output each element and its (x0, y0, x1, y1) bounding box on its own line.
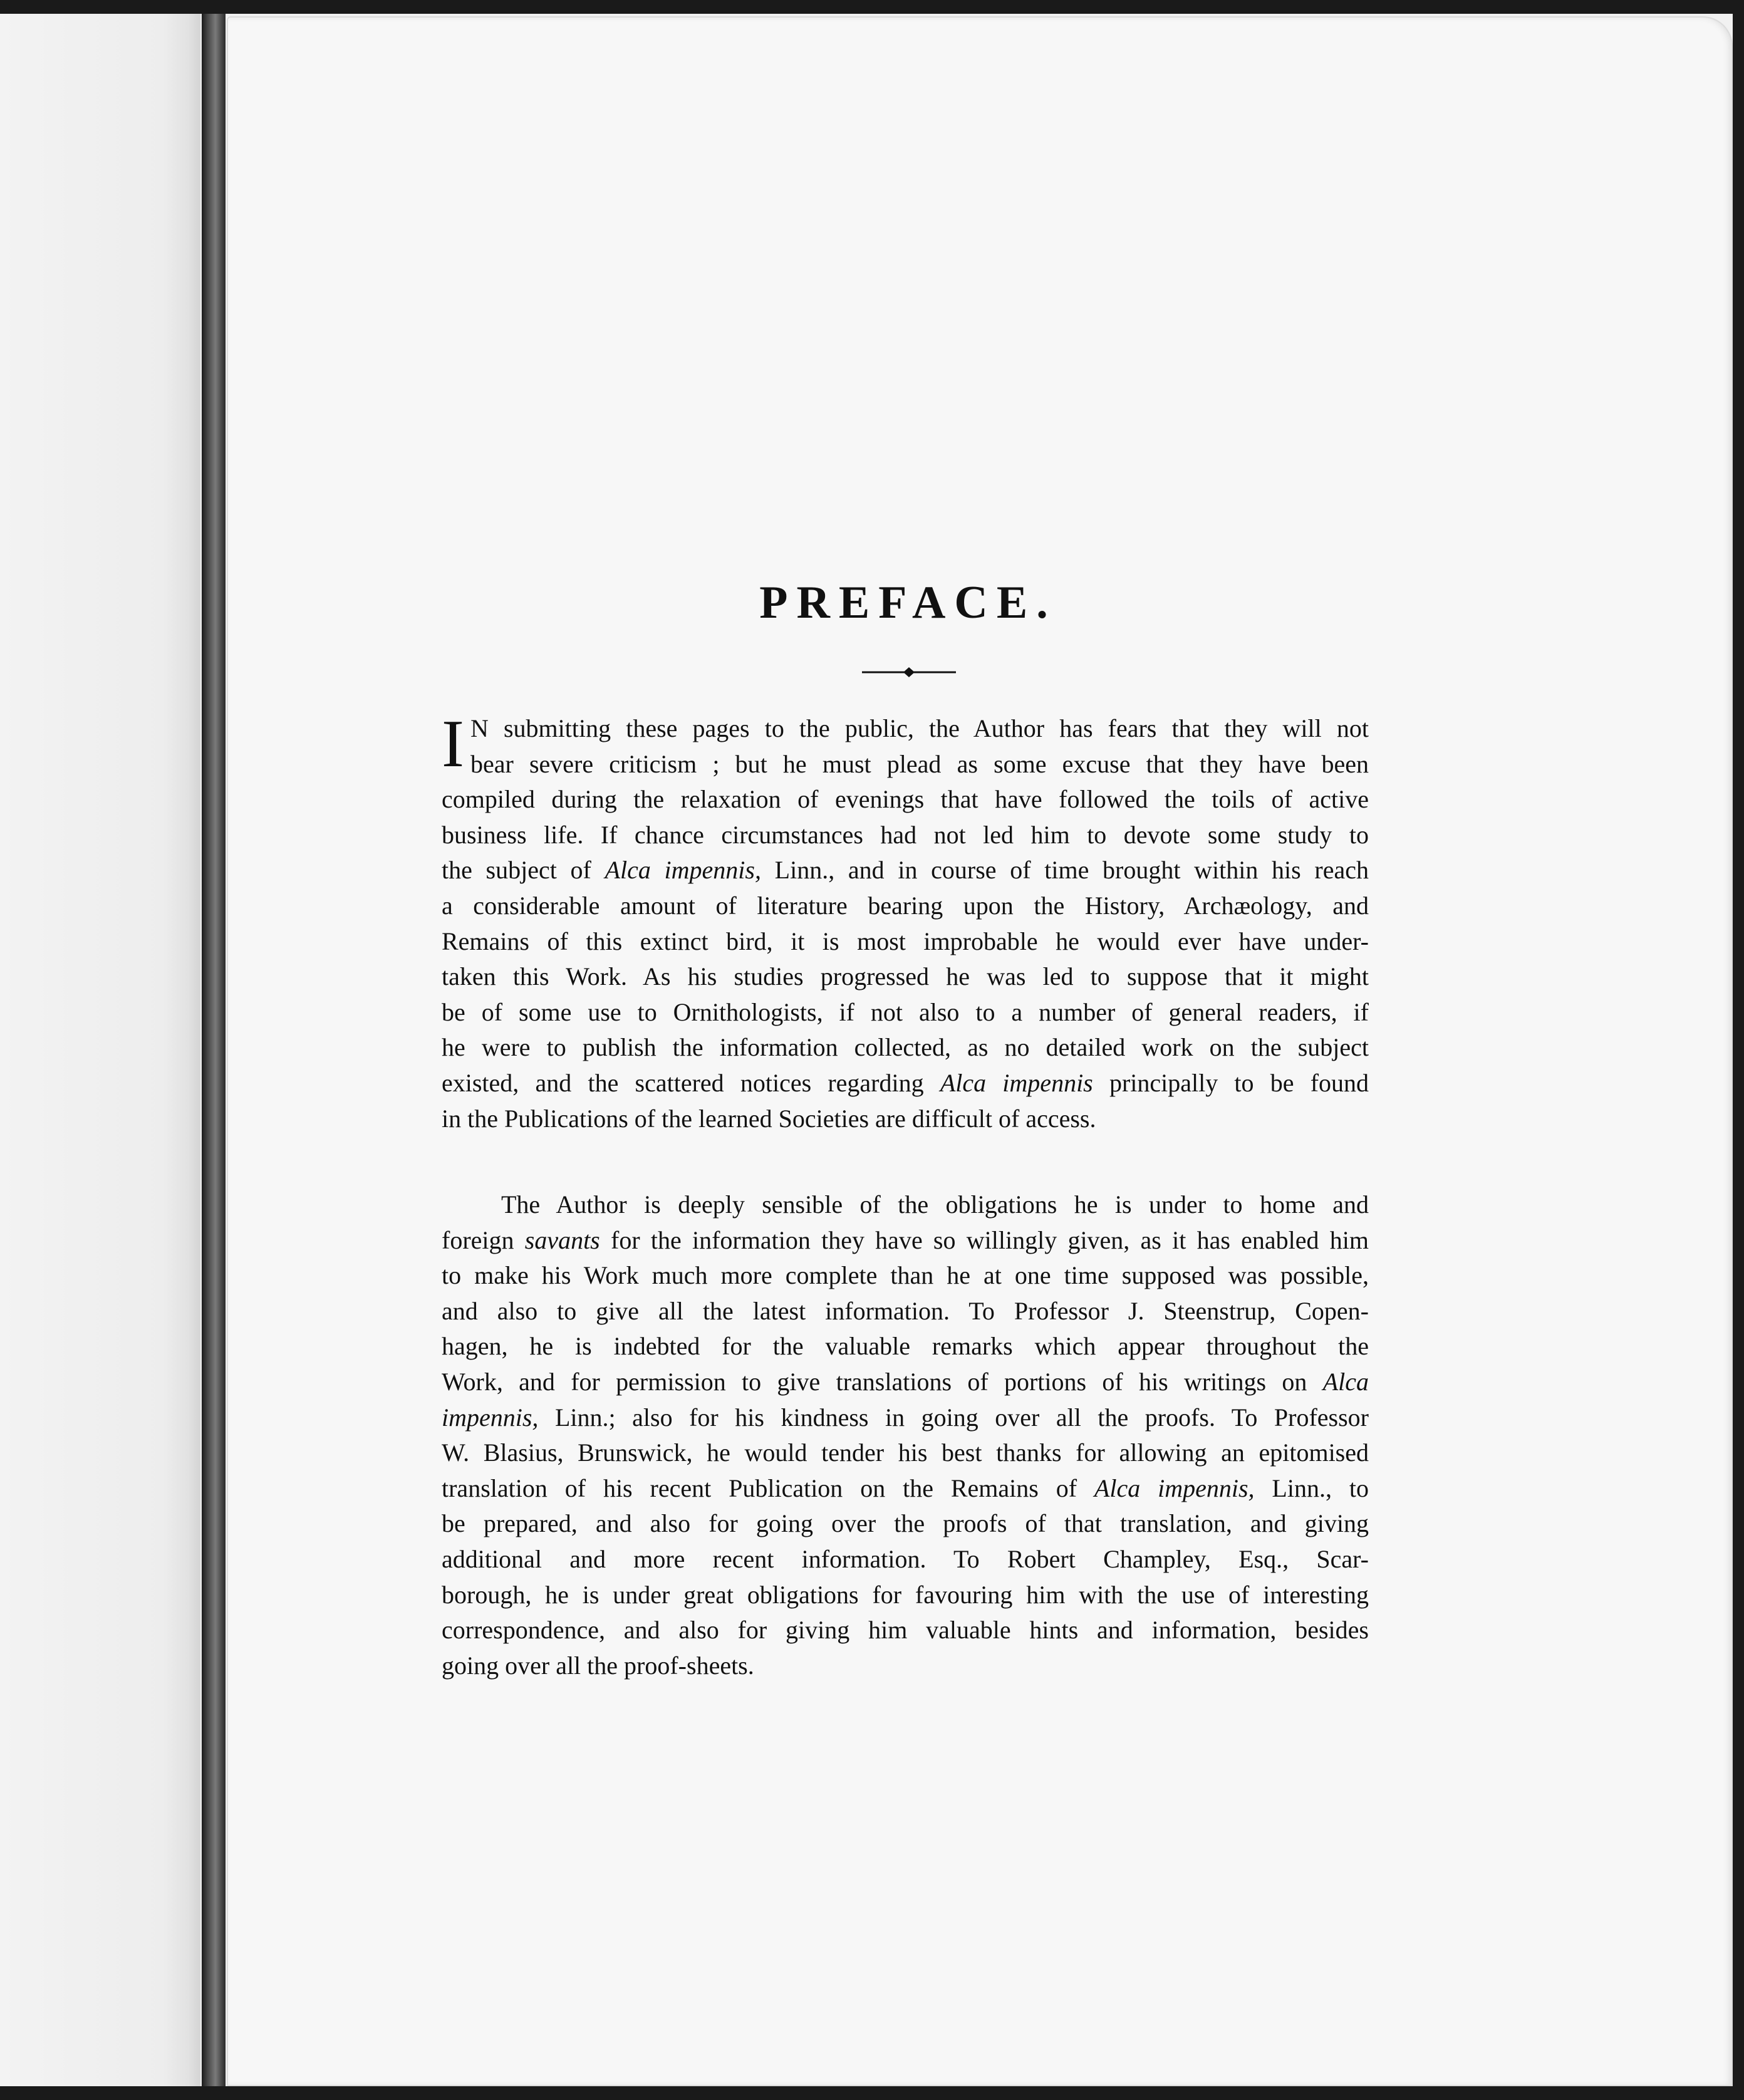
text-line: be of some use to Ornithologists, if not also to a number of general readers, if (442, 997, 1369, 1026)
text-line: correspondence, and also for giving him valuable hints and information, besides (442, 1616, 1369, 1645)
text-line: hagen, he is indebted for the valuable remarks which appear throughout the (442, 1332, 1369, 1361)
text-line: W. Blasius, Brunswick, he would tender his best thanks for allowing an epitomised (442, 1438, 1369, 1467)
text-line: borough, he is under great obligations for favouring him with the use of interesting (442, 1580, 1369, 1609)
paragraph-2-lines (442, 1187, 1369, 1683)
scan-right-edge (1733, 14, 1744, 2087)
text-line: compiled during the relaxation of evenings that have followed the toils of active (442, 785, 1369, 814)
text-line: and also to give all the latest information. To Professor J. Steenstrup, Copen- (442, 1296, 1369, 1325)
paragraph-1-lines (442, 707, 1369, 1136)
text-line: bear severe criticism ; but he must plead as some excuse that they have been (470, 749, 1369, 778)
text-line: existed, and the scattered notices regarding Alca impennis principally to be found (442, 1068, 1369, 1097)
scan-bottom-edge (0, 2086, 1744, 2100)
paragraph-2 (442, 1187, 1369, 1683)
text-line: N submitting these pages to the public, the Author has fears that they will not (470, 714, 1369, 742)
paragraph-1 (442, 707, 1369, 1136)
text-line: taken this Work. As his studies progressed he was led to suppose that it might (442, 962, 1369, 991)
text-line: impennis, Linn.; also for his kindness in going over all the proofs. To Professor (442, 1403, 1369, 1432)
text-line: additional and more recent information. To Robert Champley, Esq., Scar- (442, 1544, 1369, 1573)
drop-cap: I (442, 707, 464, 781)
text-line: a considerable amount of literature bearing upon the History, Archæology, and (442, 891, 1369, 920)
book-gutter (202, 14, 226, 2087)
text-line: Remains of this extinct bird, it is most improbable he would ever have under- (442, 927, 1369, 955)
scan-top-edge (0, 0, 1744, 14)
title-ornament (862, 663, 956, 682)
facing-blank-leaf (0, 14, 200, 2087)
text-line: going over all the proof-sheets. (442, 1651, 754, 1680)
text-line: The Author is deeply sensible of the obligations he is under to home and (501, 1190, 1369, 1219)
text-line: Work, and for permission to give translations of portions of his writings on Alca (442, 1367, 1369, 1396)
text-line: translation of his recent Publication on the Remains of Alca impennis, Linn., to (442, 1474, 1369, 1502)
text-line: in the Publications of the learned Societies are difficult of access. (442, 1104, 1096, 1133)
text-line: the subject of Alca impennis, Linn., and in course of time brought within his reach (442, 856, 1369, 885)
text-line: to make his Work much more complete than he at one time supposed was possible, (442, 1261, 1369, 1290)
text-line: business life. If chance circumstances had not led him to devote some study to (442, 820, 1369, 849)
page-title: PREFACE. (759, 577, 1057, 628)
text-line: foreign savants for the information they have so willingly given, as it has enabled him (442, 1225, 1369, 1254)
text-line: he were to publish the information collected, as no detailed work on the subject (442, 1033, 1369, 1062)
text-line: be prepared, and also for going over the proofs of that translation, and giving (442, 1509, 1369, 1538)
